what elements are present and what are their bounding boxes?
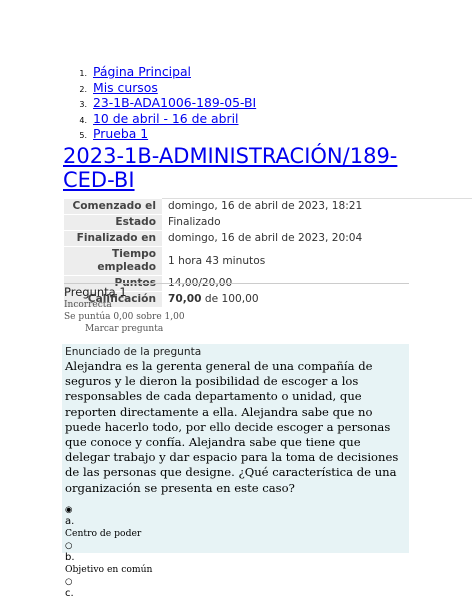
grade-score: 70,00: [168, 293, 202, 305]
started-value: domingo, 16 de abril de 2023, 18:21: [162, 199, 472, 215]
breadcrumb-number: 5.: [79, 131, 87, 140]
breadcrumb-item: [64, 95, 256, 111]
breadcrumb-link-home[interactable]: Página Principal: [93, 64, 191, 79]
option-letter-c: c.: [65, 587, 74, 599]
grade-label: Calificación: [64, 292, 162, 308]
summary-row-finished: [64, 231, 472, 247]
course-title-link[interactable]: 2023-1B-ADMINISTRACIÓN/189-CED-BI: [63, 144, 398, 192]
breadcrumb-link-course[interactable]: 23-1B-ADA1006-189-05-BI: [93, 95, 257, 110]
state-label: Estado: [64, 215, 162, 231]
question-heading: Enunciado de la pregunta: [65, 346, 202, 358]
breadcrumb: [64, 64, 256, 142]
option-letter-b: b.: [65, 551, 75, 563]
option-letter-a: a.: [65, 515, 75, 527]
breadcrumb-link-quiz[interactable]: Prueba 1: [93, 126, 149, 141]
breadcrumb-number: 2.: [79, 84, 87, 94]
question-text: Alejandra es la gerenta general de una compañía de seguros y le dieron la posibilidad de escoger a los responsables de cada departamento o unidad, que reporten directamente a ella. Alejandra sabe que no puede hacerlo todo, por ello decide escoger a personas que conoce y confía. Alejandra sabe que tiene que delegar trabajo y dar espacio para la toma de decisiones de las personas que designe. ¿Qué característica de una organización se presenta en este caso?: [65, 359, 399, 495]
question-grade: Se puntúa 0,00 sobre 1,00: [64, 312, 185, 322]
question-state: Incorrecta: [64, 300, 112, 310]
summary-row-time: [64, 247, 472, 276]
question-content-box: [62, 344, 409, 599]
breadcrumb-item: [64, 80, 256, 96]
breadcrumb-link-week[interactable]: 10 de abril - 16 de abril: [93, 110, 239, 126]
breadcrumb-item: [64, 126, 256, 142]
radio-unselected-icon[interactable]: ○: [65, 576, 73, 587]
breadcrumb-number: 4.: [79, 115, 87, 125]
finished-label: Finalizado en: [64, 231, 162, 247]
breadcrumb-item: [64, 111, 256, 127]
question-info: [64, 283, 409, 335]
state-value: Finalizado: [162, 215, 472, 231]
summary-row-started: [64, 199, 472, 215]
breadcrumb-number: 1.: [79, 69, 87, 78]
option-text-b: Objetivo en común: [65, 563, 153, 575]
question-number: Pregunta 1: [64, 283, 409, 299]
option-text-a: Centro de poder: [65, 527, 142, 539]
points-value: 14,00/20,00: [162, 276, 472, 292]
time-label: Tiempo empleado: [64, 247, 162, 276]
flag-question-link[interactable]: Marcar pregunta: [85, 324, 164, 334]
started-label: Comenzado el: [64, 199, 162, 215]
points-label: Puntos: [64, 276, 162, 292]
radio-selected-icon[interactable]: ◉: [65, 504, 73, 515]
breadcrumb-item: [64, 64, 256, 80]
finished-value: domingo, 16 de abril de 2023, 20:04: [162, 231, 472, 247]
summary-row-state: [64, 215, 472, 231]
breadcrumb-link-my-courses[interactable]: Mis cursos: [93, 79, 158, 95]
answer-options: [65, 504, 406, 600]
grade-scale: de 100,00: [201, 293, 259, 305]
time-value: 1 hora 43 minutos: [162, 247, 472, 276]
radio-unselected-icon[interactable]: ○: [65, 540, 73, 551]
breadcrumb-number: 3.: [79, 100, 87, 109]
